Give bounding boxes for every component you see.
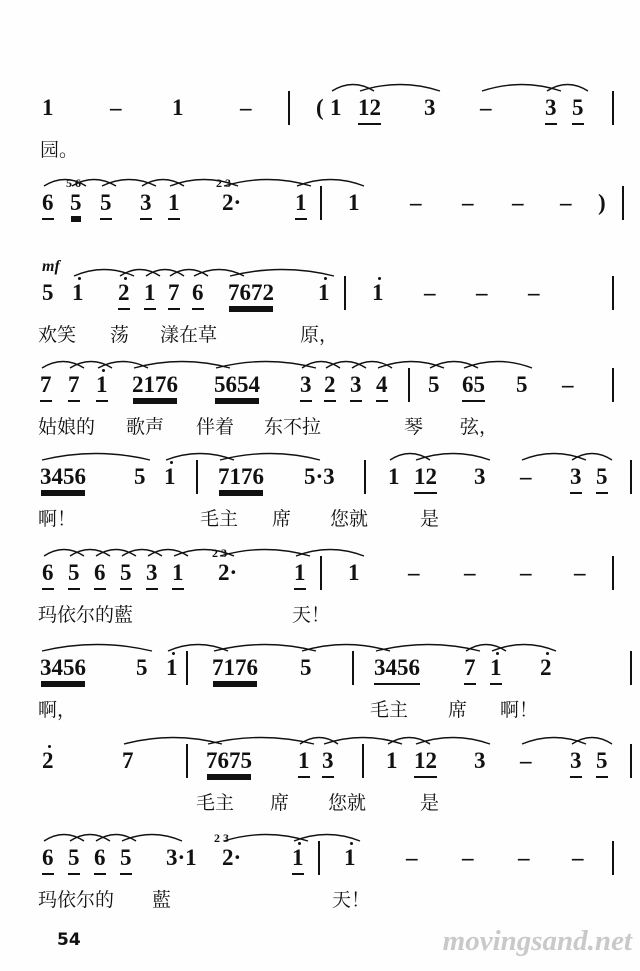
page-number: 54 xyxy=(57,930,81,950)
barline xyxy=(362,744,364,778)
note: 5 xyxy=(120,845,132,875)
note: ( xyxy=(316,95,324,120)
note: – xyxy=(572,845,584,870)
lyric-text: 毛主 xyxy=(196,792,235,814)
octave-dot xyxy=(170,461,173,464)
octave-dot xyxy=(78,277,81,280)
lyric-text: 玛依尔的藍 xyxy=(38,604,134,626)
lyric-text: 席 xyxy=(448,699,468,721)
note: 1 xyxy=(42,95,54,120)
note: 3 xyxy=(350,372,362,402)
note-row xyxy=(0,95,640,135)
note: 1 xyxy=(294,560,306,590)
note: – xyxy=(464,560,476,585)
lyric-text: 您就 xyxy=(328,792,367,814)
octave-dot xyxy=(298,842,301,845)
lyric-text: 啊！ xyxy=(500,699,539,721)
note: 5 xyxy=(428,372,440,397)
note-row xyxy=(0,176,640,230)
lyric-text: 毛主 xyxy=(370,699,409,721)
barline xyxy=(320,186,322,220)
barline xyxy=(344,276,346,310)
note: 1 xyxy=(298,748,310,778)
note: 7 xyxy=(68,372,80,402)
note: – xyxy=(476,280,488,305)
octave-dot xyxy=(496,652,499,655)
note: 7176 xyxy=(218,464,264,489)
barline xyxy=(612,841,614,875)
note-row xyxy=(0,372,640,412)
music-system xyxy=(0,464,640,534)
note: 1 xyxy=(166,655,178,680)
note: 3456 xyxy=(40,464,86,489)
note: 6 xyxy=(94,845,106,875)
lyric-text: 席 xyxy=(272,508,292,530)
barline xyxy=(630,744,632,778)
note: 1 xyxy=(348,190,360,215)
barline xyxy=(612,556,614,590)
note: 7 xyxy=(122,748,134,773)
barline xyxy=(630,460,632,494)
lyric-text: 琴 xyxy=(404,416,424,438)
note: 2· xyxy=(218,560,238,585)
note: 1 xyxy=(330,95,342,120)
ornament-mark: 2 3 xyxy=(214,831,229,845)
note: 1 xyxy=(164,464,176,489)
lyric-text: 毛主 xyxy=(200,508,239,530)
barline xyxy=(318,841,320,875)
note: – xyxy=(562,372,574,397)
lyric-text: 歌声 xyxy=(126,416,165,438)
note: 1 xyxy=(344,845,356,870)
note: 5 xyxy=(596,748,608,778)
music-system xyxy=(0,95,640,165)
lyric-text: 东不拉 xyxy=(264,416,322,438)
note: 7 xyxy=(40,372,52,402)
note: – xyxy=(528,280,540,305)
music-system xyxy=(0,280,640,350)
note: 3 xyxy=(322,748,334,778)
note: 5 xyxy=(120,560,132,590)
note: 1 xyxy=(388,464,400,489)
note: 2 xyxy=(118,280,130,310)
note: 5 xyxy=(42,280,54,305)
octave-dot xyxy=(350,842,353,845)
note: 5 xyxy=(70,190,82,215)
note: 7 xyxy=(168,280,180,310)
octave-dot xyxy=(48,745,51,748)
note: 1 xyxy=(168,190,180,220)
lyric-row xyxy=(0,600,640,630)
lyric-text: 天！ xyxy=(332,889,371,911)
note: 3 xyxy=(570,748,582,778)
note: 5654 xyxy=(214,372,260,397)
note: 65 xyxy=(462,372,485,402)
octave-dot xyxy=(102,369,105,372)
lyric-text: 藍 xyxy=(152,889,172,911)
note: 3 xyxy=(545,95,557,125)
ornament-mark: 2 3 xyxy=(212,546,227,560)
lyric-row xyxy=(0,135,640,165)
note: 3 xyxy=(570,464,582,494)
lyric-text: 啊！ xyxy=(38,508,77,530)
octave-dot xyxy=(546,652,549,655)
note: 1 xyxy=(96,372,108,402)
lyric-text: 是 xyxy=(420,792,440,814)
note-row xyxy=(0,655,640,695)
lyric-text: 园。 xyxy=(40,139,79,161)
lyric-text: 姑娘的 xyxy=(38,416,96,438)
octave-dot xyxy=(172,652,175,655)
lyric-row xyxy=(0,885,640,915)
barline xyxy=(630,651,632,685)
lyric-row xyxy=(0,695,640,725)
lyric-text: 欢笑 xyxy=(38,324,77,346)
music-system xyxy=(0,655,640,725)
lyric-row xyxy=(0,788,640,818)
note: 1 xyxy=(292,845,304,875)
note: 1 xyxy=(295,190,307,220)
note: 3456 xyxy=(374,655,420,685)
note: 3 xyxy=(140,190,152,220)
note: 12 xyxy=(358,95,381,125)
octave-dot xyxy=(124,277,127,280)
barline xyxy=(186,651,188,685)
note: 3 xyxy=(424,95,436,120)
barline xyxy=(288,91,290,125)
barline xyxy=(352,651,354,685)
note-row xyxy=(0,831,640,885)
note: – xyxy=(406,845,418,870)
note: – xyxy=(518,845,530,870)
note: 1 xyxy=(172,95,184,120)
note: 6 xyxy=(42,190,54,220)
ornament-mark: 2 3 xyxy=(216,176,231,190)
note: – xyxy=(480,95,492,120)
music-system xyxy=(0,372,640,442)
note: 1 xyxy=(348,560,360,585)
note: 5 xyxy=(516,372,528,397)
note: 5 xyxy=(572,95,584,125)
note-row xyxy=(0,464,640,504)
lyric-text: 伴着 xyxy=(196,416,235,438)
note: 12 xyxy=(414,748,437,778)
note: 1 xyxy=(144,280,156,310)
note: 12 xyxy=(414,464,437,494)
note: 5 xyxy=(596,464,608,494)
note: 7675 xyxy=(206,748,252,773)
note: 3456 xyxy=(40,655,86,680)
note: 5 xyxy=(68,560,80,590)
note: 6 xyxy=(94,560,106,590)
note: 1 xyxy=(72,280,84,305)
note: 1 xyxy=(318,280,330,305)
barline xyxy=(612,368,614,402)
note: – xyxy=(240,95,252,120)
music-system xyxy=(0,546,640,630)
slur-arcs xyxy=(0,748,640,788)
note-row xyxy=(0,748,640,788)
lyric-text: 漾在草 xyxy=(160,324,218,346)
note: 1 xyxy=(172,560,184,590)
octave-dot xyxy=(378,277,381,280)
music-system xyxy=(0,831,640,915)
note: – xyxy=(520,464,532,489)
lyric-text: 席 xyxy=(270,792,290,814)
note: 3 xyxy=(300,372,312,402)
barline xyxy=(364,460,366,494)
note: 2· xyxy=(222,190,242,215)
note: 5 xyxy=(136,655,148,680)
lyric-row xyxy=(0,412,640,442)
note: – xyxy=(560,190,572,215)
note: – xyxy=(410,190,422,215)
note: 5 xyxy=(68,845,80,875)
barline xyxy=(622,186,624,220)
note: – xyxy=(462,845,474,870)
note: – xyxy=(574,560,586,585)
music-system xyxy=(0,748,640,818)
note: – xyxy=(408,560,420,585)
note: – xyxy=(110,95,122,120)
barline xyxy=(320,556,322,590)
note: – xyxy=(520,748,532,773)
lyric-row xyxy=(0,230,640,260)
barline xyxy=(408,368,410,402)
note: 3·1 xyxy=(166,845,197,870)
lyric-row xyxy=(0,320,640,350)
note: 5·3 xyxy=(304,464,335,489)
note: 7176 xyxy=(212,655,258,680)
lyric-text: 您就 xyxy=(330,508,369,530)
barline xyxy=(196,460,198,494)
octave-dot xyxy=(324,277,327,280)
lyric-text: 弦， xyxy=(460,416,499,438)
note: 4 xyxy=(376,372,388,402)
note: 3 xyxy=(474,748,486,773)
note: 5 xyxy=(134,464,146,489)
lyric-text: 天！ xyxy=(292,604,331,626)
note: 3 xyxy=(146,560,158,590)
note: 6 xyxy=(42,845,54,875)
note: 5 xyxy=(100,190,112,220)
lyric-text: 玛依尔的 xyxy=(38,889,115,911)
note: 3 xyxy=(474,464,486,489)
note: 5 xyxy=(300,655,312,680)
note: 2 xyxy=(42,748,54,773)
note: – xyxy=(520,560,532,585)
barline xyxy=(612,276,614,310)
lyric-text: 原， xyxy=(300,324,339,346)
lyric-text: 荡 xyxy=(110,324,130,346)
note: 6 xyxy=(192,280,204,310)
music-system xyxy=(0,176,640,260)
dynamic-marking: mf xyxy=(42,258,60,275)
note: 2176 xyxy=(132,372,178,397)
note: 7 xyxy=(464,655,476,685)
note: – xyxy=(512,190,524,215)
note: 2· xyxy=(222,845,242,870)
note: ) xyxy=(598,190,606,215)
note: 7672 xyxy=(228,280,274,305)
note-row xyxy=(0,546,640,600)
lyric-text: 啊， xyxy=(38,699,77,721)
watermark-text: movingsand.net xyxy=(442,925,632,957)
barline xyxy=(612,91,614,125)
note: 1 xyxy=(372,280,384,305)
note: 1 xyxy=(490,655,502,685)
lyric-row xyxy=(0,504,640,534)
lyric-text: 是 xyxy=(420,508,440,530)
note-row xyxy=(0,280,640,320)
note: 2 xyxy=(324,372,336,402)
barline xyxy=(186,744,188,778)
note: 6 xyxy=(42,560,54,590)
note: – xyxy=(462,190,474,215)
note: – xyxy=(424,280,436,305)
note: 1 xyxy=(386,748,398,773)
ornament-mark: 5 6 xyxy=(66,176,81,190)
note: 2 xyxy=(540,655,552,680)
